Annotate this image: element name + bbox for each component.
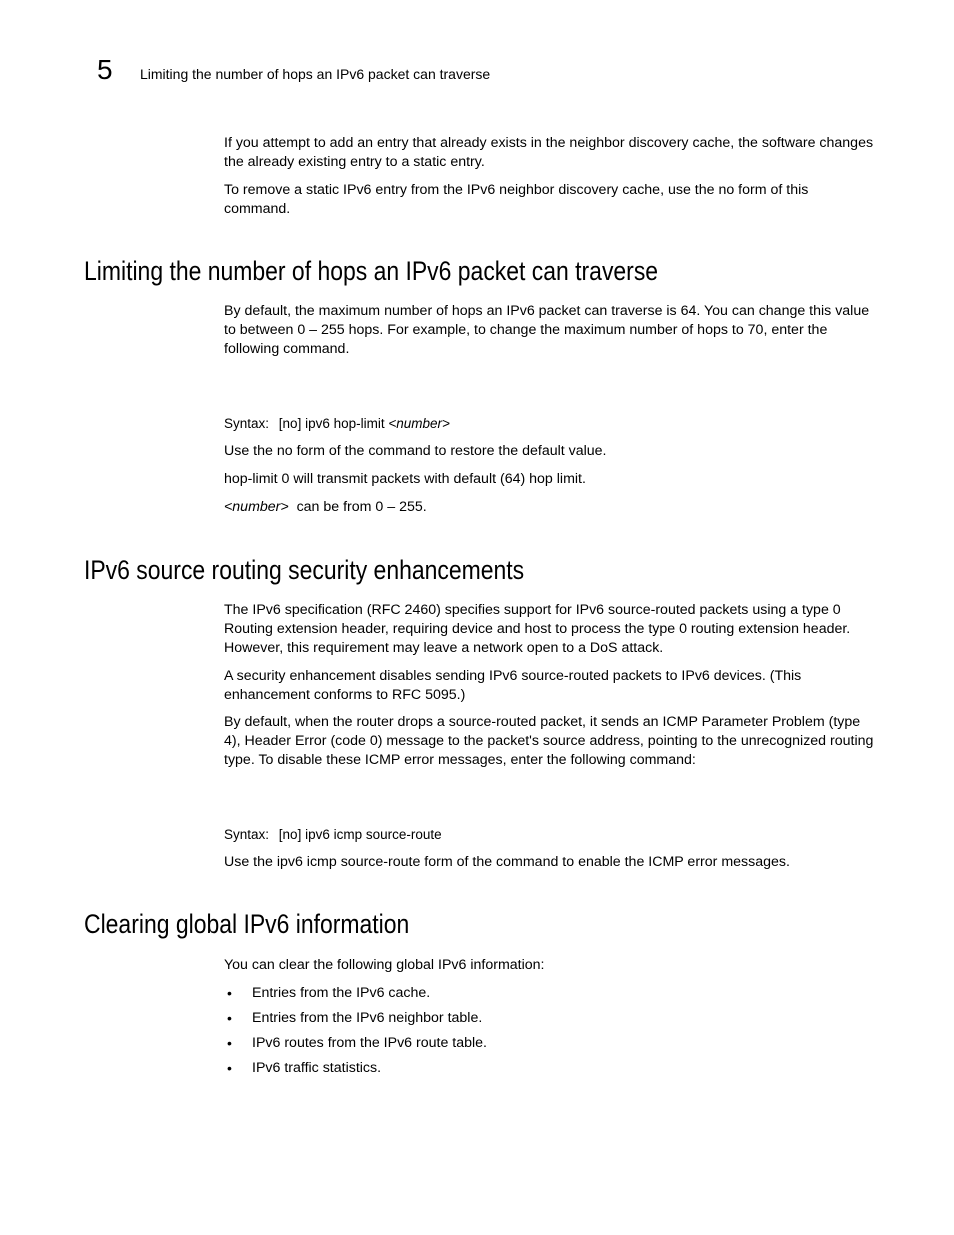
list-item xyxy=(224,984,487,1009)
hop-limit-paragraph-2-text-before: Use the xyxy=(224,443,277,459)
hop-limit-paragraph-2 xyxy=(224,442,874,461)
source-routing-paragraph-1: The IPv6 specification (RFC 2460) specifies support for IPv6 source-routed packets using a type 0 Routing extension header, requiring device and host to process the type 0 routing extension header. However, this requirement may leave a network open to a DoS attack. xyxy=(224,602,851,656)
list-item-text: IPv6 routes from the IPv6 route table. xyxy=(252,1035,488,1051)
chapter-number: 5 xyxy=(97,54,113,85)
intro-paragraph-2-text-before: To remove a static IPv6 entry from the IPv6 neighbor discovery cache, use the xyxy=(224,182,719,198)
source-routing-syntax xyxy=(224,825,442,844)
no-keyword: no xyxy=(276,443,293,459)
list-item-text: Entries from the IPv6 cache. xyxy=(252,985,431,1001)
intro-paragraph-2 xyxy=(224,181,874,219)
source-routing-paragraph-4-text-after: form of the command to enable the ICMP error messages. xyxy=(420,854,790,870)
syntax-label: Syntax: xyxy=(224,416,270,431)
icmp-source-route-keyword: ipv6 icmp source-route xyxy=(276,854,421,870)
source-routing-paragraph-2: A security enhancement disables sending IPv6 source-routed packets to IPv6 devices. (This enhancement conforms to RFC 5095.) xyxy=(224,668,802,703)
list-item-text: IPv6 traffic statistics. xyxy=(252,1060,382,1076)
list-item xyxy=(224,1059,487,1084)
intro-paragraph-2-text-after: form of this command. xyxy=(224,182,809,217)
bullet-icon: • xyxy=(227,1060,232,1076)
source-routing-paragraph-3: By default, when the router drops a source-routed packet, it sends an ICMP Parameter Problem (type 4), Header Error (code 0) message to the packet's source address, pointing to the unrecognized routing type. To disable these ICMP error messages, enter the following command: xyxy=(224,714,874,768)
list-item xyxy=(224,1009,487,1034)
hop-limit-paragraph-3 xyxy=(224,470,874,489)
section-heading-source-routing: IPv6 source routing security enhancements xyxy=(84,555,525,585)
clearing-bullet-list xyxy=(224,984,487,1084)
bullet-icon: • xyxy=(227,1010,232,1026)
syntax-command: [no] ipv6 icmp source-route xyxy=(278,827,442,842)
number-parameter: <number> xyxy=(224,499,289,515)
hop-limit-zero-keyword: hop-limit 0 xyxy=(224,471,290,487)
bullet-icon: • xyxy=(227,1035,232,1051)
hop-limit-paragraph-4 xyxy=(224,498,874,517)
list-item-text: Entries from the IPv6 neighbor table. xyxy=(252,1010,483,1026)
clearing-paragraph-1: You can clear the following global IPv6 information: xyxy=(224,957,545,973)
syntax-parameter: <number> xyxy=(388,416,450,431)
section-heading-hop-limit: Limiting the number of hops an IPv6 packet can traverse xyxy=(84,256,659,286)
no-keyword: no xyxy=(718,182,735,198)
hop-limit-paragraph-1: By default, the maximum number of hops an IPv6 packet can traverse is 64. You can change this value to between 0 – 255 hops. For example, to change the maximum number of hops to 70, enter the following command. xyxy=(224,303,870,357)
source-routing-paragraph-4 xyxy=(224,853,874,872)
section-heading-clearing: Clearing global IPv6 information xyxy=(84,909,410,939)
syntax-label: Syntax: xyxy=(224,827,270,842)
bullet-icon: • xyxy=(227,985,232,1001)
list-item xyxy=(224,1034,487,1059)
hop-limit-syntax xyxy=(224,414,450,433)
running-title: Limiting the number of hops an IPv6 packet can traverse xyxy=(140,66,491,82)
hop-limit-paragraph-3-text: will transmit packets with default (64) hop limit. xyxy=(289,471,586,487)
intro-paragraph-1: If you attempt to add an entry that already exists in the neighbor discovery cache, the software changes the already existing entry to a static entry. xyxy=(224,135,874,170)
syntax-command: [no] ipv6 hop-limit xyxy=(278,416,385,431)
source-routing-paragraph-4-text-before: Use the xyxy=(224,854,277,870)
hop-limit-paragraph-2-text-after: form of the command to restore the default value. xyxy=(292,443,607,459)
hop-limit-paragraph-4-text: can be from 0 – 255. xyxy=(288,499,427,515)
